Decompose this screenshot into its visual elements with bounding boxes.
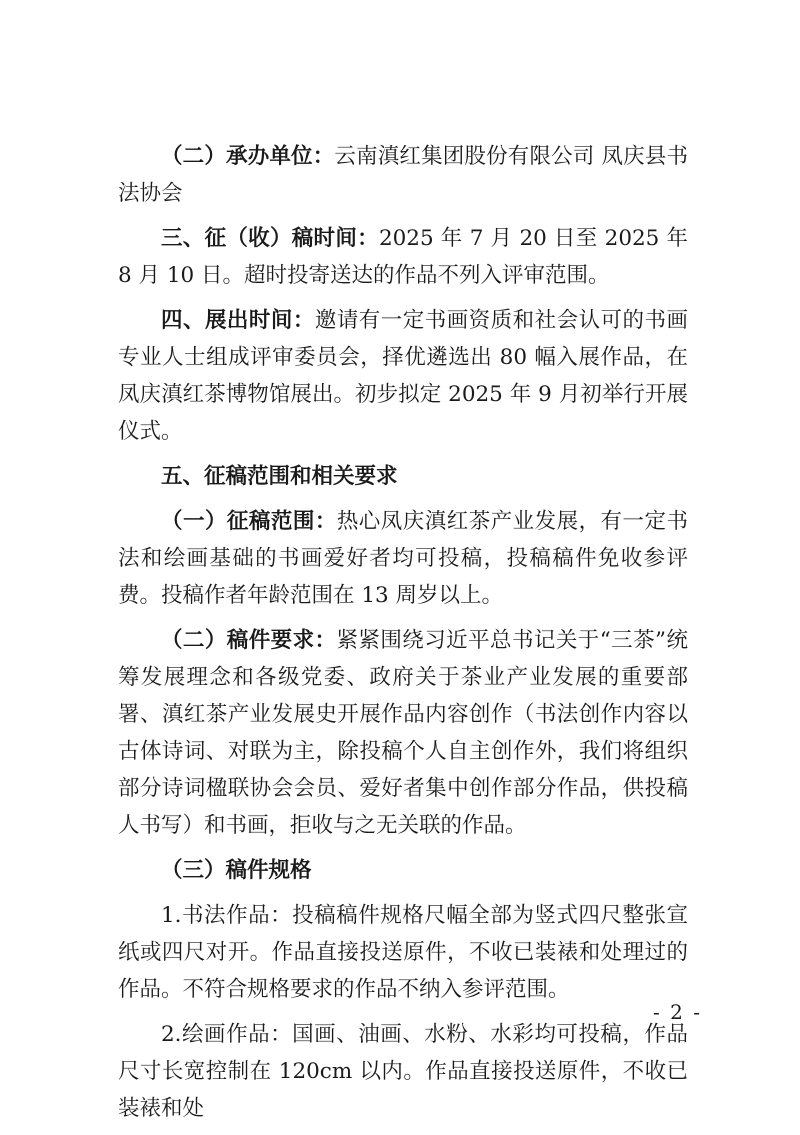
- paragraph-text: 2.绘画作品：国画、油画、水粉、水彩均可投稿，作品尺寸长宽控制在 120cm 以内。作品直接投送原件，不收已装裱和处: [118, 1022, 688, 1121]
- paragraph-text: 紧紧围绕习近平总书记关于“三茶”统筹发展理念和各级党委、政府关于茶业产业发展的重要部署、滇红茶产业发展史开展作品内容创作（书法创作内容以古体诗词、对联为主，除投稿个人自主创作外，我们将组织部分诗词楹联协会会员、爱好者集中创作部分作品，供投稿人书写）和书画，拒收与之无关联的作品。: [118, 628, 688, 838]
- paragraph-text: 邀请有一定书画资质和社会认可的书画专业人士组成评审委员会，择优遴选出 80 幅入展作品，在凤庆滇红茶博物馆展出。初步拟定 2025 年 9 月初举行开展仪式。: [118, 308, 688, 444]
- page-number: - 2 -: [653, 1000, 702, 1024]
- paragraph-heading: 四、展出时间：: [161, 308, 315, 333]
- paragraph-text: 热心凤庆滇红茶产业发展，有一定书法和绘画基础的书画爱好者均可投稿，投稿稿件免收参评费。投稿作者年龄范围在 13 周岁以上。: [118, 509, 688, 608]
- paragraph-text: 2025 年 7 月 20 日至 2025 年 8 月 10 日。超时投寄送达的作品不列入评审范围。: [118, 226, 688, 288]
- paragraph-submission-time: [118, 220, 688, 294]
- paragraph-text: 云南滇红集团股份有限公司 凤庆县书法协会: [118, 144, 688, 206]
- paragraph-submission-scope: [118, 503, 688, 614]
- section-heading: （三）稿件规格: [161, 858, 312, 883]
- paragraph-organizer: [118, 138, 688, 212]
- paragraph-exhibition-time: [118, 302, 688, 450]
- document-body: [118, 138, 688, 1135]
- paragraph-heading: （一）征稿范围：: [161, 509, 337, 534]
- paragraph-heading: （二）承办单位：: [161, 144, 335, 169]
- paragraph-calligraphy-spec: [118, 897, 688, 1008]
- paragraph-text: 1.书法作品：投稿稿件规格尺幅全部为竖式四尺整张宣纸或四尺对开。作品直接投送原件，不收已装裱和处理过的作品。不符合规格要求的作品不纳入参评范围。: [118, 903, 688, 1002]
- paragraph-heading: （二）稿件要求：: [161, 628, 337, 653]
- paragraph-painting-spec: [118, 1016, 688, 1127]
- paragraph-heading: 三、征（收）稿时间：: [161, 226, 379, 251]
- section-heading-specifications: [118, 852, 688, 889]
- paragraph-submission-requirements: [118, 622, 688, 844]
- section-heading-scope-requirements: [118, 458, 688, 495]
- section-heading: 五、征稿范围和相关要求: [161, 464, 398, 489]
